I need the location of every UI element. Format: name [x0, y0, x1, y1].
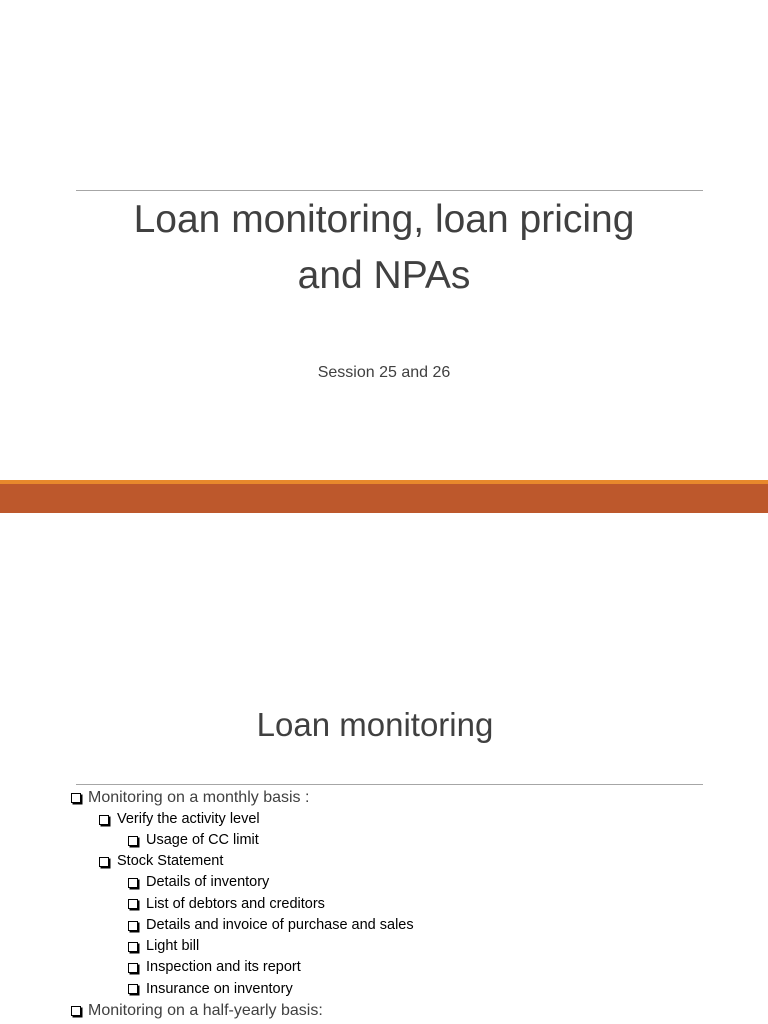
slide-title-line-1: Loan monitoring, loan pricing — [133, 198, 635, 241]
title-slide — [0, 0, 768, 480]
checkbox-bullet-icon — [128, 836, 138, 846]
checkbox-bullet-icon — [128, 878, 138, 888]
slide-title-line-2: and NPAs — [297, 254, 471, 297]
bullet-item-level-3 — [70, 936, 750, 957]
slide-separator-band — [0, 480, 768, 513]
checkbox-bullet-icon — [71, 793, 81, 803]
bullet-text: Monitoring on a half-yearly basis: — [88, 1002, 323, 1020]
bullet-item-level-3 — [70, 979, 750, 1000]
bullet-text: Details of inventory — [146, 874, 270, 891]
checkbox-bullet-icon — [128, 942, 138, 952]
checkbox-bullet-icon — [128, 921, 138, 931]
checkbox-bullet-icon — [99, 857, 109, 867]
bullet-text: Inspection and its report — [146, 959, 301, 976]
bullet-text: Monitoring on a monthly basis : — [88, 789, 310, 806]
bullet-item-level-3 — [70, 957, 750, 978]
checkbox-bullet-icon — [128, 899, 138, 909]
checkbox-bullet-icon — [128, 984, 138, 994]
bullet-text: Light bill — [146, 938, 200, 955]
content-divider — [76, 784, 703, 785]
checkbox-bullet-icon — [71, 1006, 81, 1016]
bullet-item-level-3 — [70, 915, 750, 936]
content-slide-title: Loan monitoring — [256, 706, 494, 743]
checkbox-bullet-icon — [128, 963, 138, 973]
bullet-text: Stock Statement — [117, 853, 224, 870]
bullet-text: List of debtors and creditors — [146, 895, 325, 912]
bullet-item-level-2 — [70, 851, 750, 872]
bullet-text: Details and invoice of purchase and sales — [146, 916, 414, 933]
bullet-item-level-1 — [70, 787, 750, 809]
bullet-item-level-2 — [70, 809, 750, 830]
bullet-item-level-3 — [70, 872, 750, 893]
slide-title — [76, 192, 692, 304]
bullet-text: Verify the activity level — [117, 811, 260, 827]
bullet-item-level-3 — [70, 894, 750, 915]
title-divider — [76, 190, 703, 191]
bullet-item-level-1 — [70, 1000, 750, 1022]
bullet-list — [70, 787, 750, 1022]
content-slide — [0, 513, 768, 1024]
slide-subtitle: Session 25 and 26 — [317, 364, 451, 381]
bullet-item-level-3 — [70, 830, 750, 851]
bullet-text: Usage of CC limit — [146, 832, 259, 848]
bullet-text: Insurance on inventory — [146, 980, 293, 997]
checkbox-bullet-icon — [99, 815, 109, 825]
